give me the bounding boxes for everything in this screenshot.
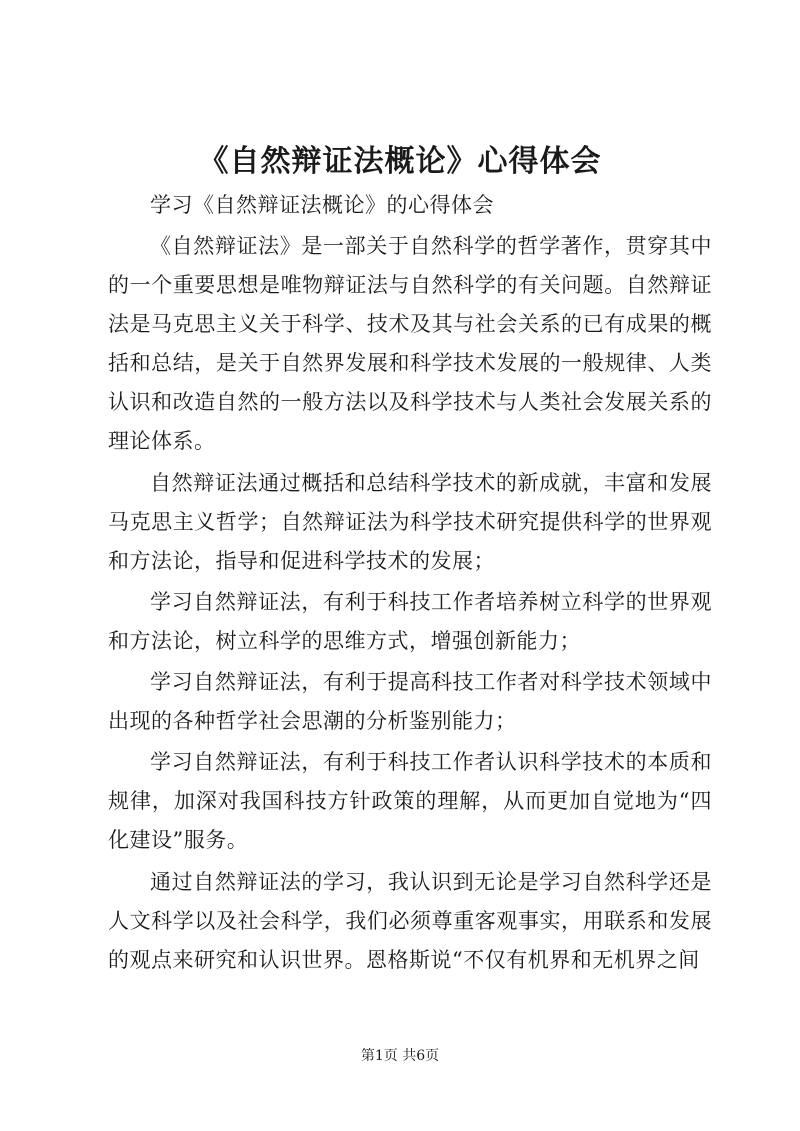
document-title: 《自然辩证法概论》心得体会 — [198, 144, 602, 179]
page-number-footer: 第1页 共6页 — [360, 1048, 440, 1064]
paragraph: 自然辩证法通过概括和总结科学技术的新成就，丰富和发展马克思主义哲学；自然辩证法为科学技术研究提供科学的世界观和方法论，指导和促进科学技术的发展； — [108, 470, 712, 573]
paragraph: 学习自然辩证法，有利于提高科技工作者对科学技术领域中出现的各种哲学社会思潮的分析鉴别能力； — [108, 670, 712, 734]
document-body — [108, 186, 712, 982]
paragraph: 《自然辩证法》是一部关于自然科学的哲学著作，贯穿其中的一个重要思想是唯物辩证法与自然科学的有关问题。自然辩证法是马克思主义关于科学、技术及其与社会关系的已有成果的概括和总结，是关于自然界发展和科学技术发展的一般规律、人类认识和改造自然的一般方法以及科学技术与人类社会发展关系的理论体系。 — [108, 234, 712, 454]
paragraph: 学习自然辩证法，有利于科技工作者培养树立科学的世界观和方法论，树立科学的思维方式，增强创新能力； — [108, 589, 712, 653]
paragraph-subtitle: 学习《自然辩证法概论》的心得体会 — [150, 193, 494, 217]
paragraph: 学习自然辩证法，有利于科技工作者认识科学技术的本质和规律，加深对我国科技方针政策的理解，从而更加自觉地为“四化建设”服务。 — [108, 750, 712, 853]
paragraph: 通过自然辩证法的学习，我认识到无论是学习自然科学还是人文科学以及社会科学，我们必须尊重客观事实，用联系和发展的观点来研究和认识世界。恩格斯说“不仅有机界和无机界之间 — [108, 869, 712, 972]
